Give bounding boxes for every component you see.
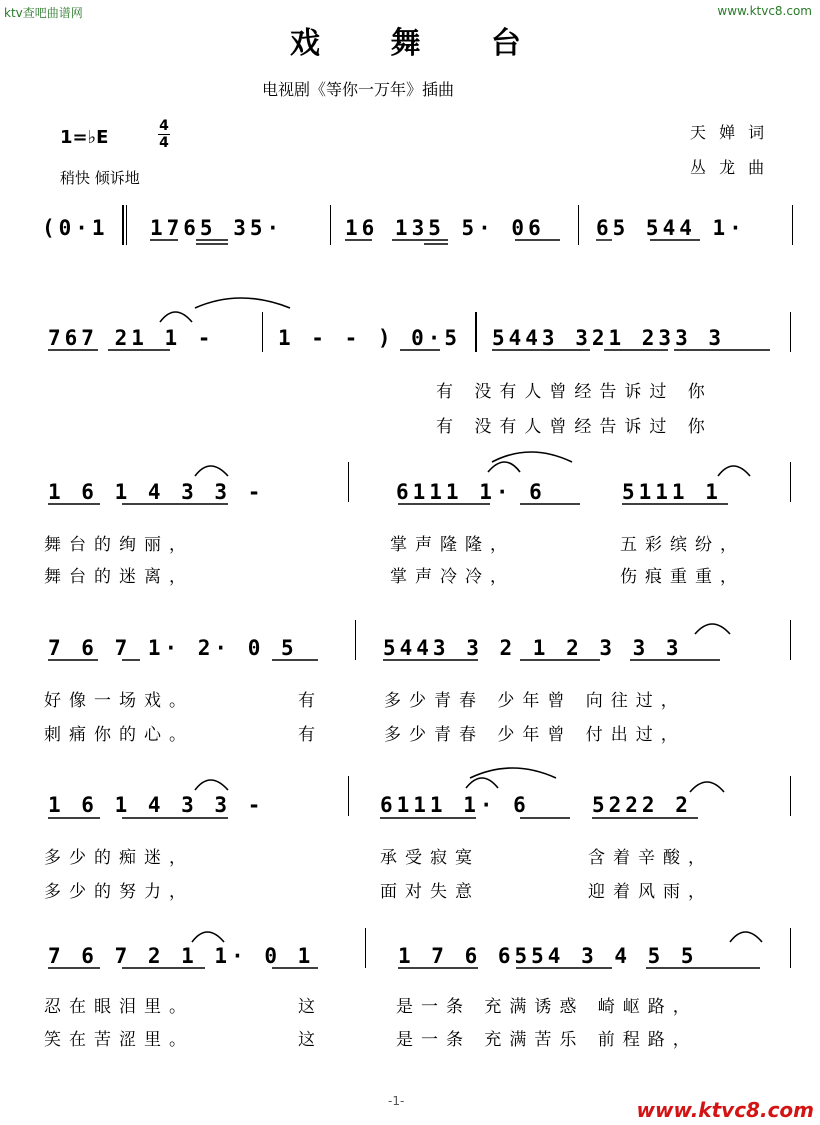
watermark-right: www.ktvc8.com	[717, 4, 812, 18]
row4-lyric1c: 多少青春 少年曾 向往过，	[384, 691, 686, 711]
composer-credit: 丛 龙 曲	[690, 158, 769, 177]
row1-measure1: (0·1	[42, 216, 109, 240]
row3-lyric2a: 舞台的迷离，	[44, 567, 194, 587]
row4-measure2: 5443 3 2 1 2 3 3 3	[383, 636, 683, 660]
time-bottom: 4	[159, 135, 169, 151]
brand-logo-text: www.ktvc8.com	[636, 1098, 814, 1122]
slur	[192, 932, 224, 942]
lyricist-credit: 天 婵 词	[690, 123, 769, 142]
row3-measure1: 1 6 1 4 3 3 -	[48, 480, 265, 504]
row4-lyric2c: 多少青春 少年曾 付出过，	[384, 725, 686, 745]
row2-lyric2: 有 没有人曾经告诉过 你	[436, 417, 713, 437]
tie	[470, 768, 556, 778]
row6-lyric1b: 这	[298, 997, 323, 1017]
row5-lyric1a: 多少的痴迷，	[44, 848, 194, 868]
row5-lyric1c: 含着辛酸，	[588, 848, 713, 868]
time-top: 4	[159, 118, 169, 134]
row3-measure3: 5111 1	[622, 480, 722, 504]
row5-measure2: 6111 1· 6	[380, 793, 530, 817]
row5-measure1: 1 6 1 4 3 3 -	[48, 793, 265, 817]
watermark-left: ktv查吧曲谱网	[4, 6, 83, 20]
slur	[466, 778, 498, 788]
row3-lyric1b: 掌声隆隆，	[390, 535, 515, 555]
row2-measure3: 5443 321 233 3	[492, 326, 726, 350]
row3-lyric1c: 五彩缤纷，	[620, 535, 745, 555]
tie	[492, 452, 572, 462]
key-signature: 1=♭E	[60, 127, 109, 148]
page-number: -1-	[388, 1094, 405, 1108]
row4-measure1: 7 6 7 1· 2· 0 5	[48, 636, 298, 660]
song-title: 戏 舞 台	[290, 26, 551, 61]
row4-lyric2b: 有	[298, 725, 323, 745]
row5-lyric2a: 多少的努力，	[44, 882, 194, 902]
row6-lyric2a: 笑在苦涩里。	[44, 1030, 194, 1050]
slur	[488, 462, 520, 472]
slur	[718, 466, 750, 476]
row1-measure4: 65 544 1·	[596, 216, 746, 240]
row3-lyric1a: 舞台的绚丽，	[44, 535, 194, 555]
row2-measure2: 1 - - ) 0·5	[278, 326, 462, 350]
row5-measure3: 5222 2	[592, 793, 692, 817]
slur	[730, 932, 762, 942]
row6-lyric2b: 这	[298, 1030, 323, 1050]
row6-lyric1c: 是一条 充满诱惑 崎岖路，	[396, 997, 698, 1017]
row6-measure2: 1 7 6 6554 3 4 5 5	[398, 944, 698, 968]
slur	[195, 466, 228, 476]
row2-measure1: 767 21 1 -	[48, 326, 215, 350]
row4-lyric2a: 刺痛你的心。	[44, 725, 194, 745]
row4-lyric1a: 好像一场戏。	[44, 691, 194, 711]
slur	[195, 780, 228, 790]
row3-measure2: 6111 1· 6	[396, 480, 546, 504]
tempo-marking: 稍快 倾诉地	[60, 169, 140, 187]
row6-measure1: 7 6 7 2 1 1· 0 1	[48, 944, 315, 968]
row2-lyric1: 有 没有人曾经告诉过 你	[436, 382, 713, 402]
row3-lyric2b: 掌声冷冷，	[390, 567, 515, 587]
row5-lyric2c: 迎着风雨，	[588, 882, 713, 902]
row3-lyric2c: 伤痕重重，	[620, 567, 745, 587]
row1-measure2: 1765 35·	[150, 216, 284, 240]
row5-lyric1b: 承受寂寞	[380, 848, 480, 868]
subtitle: 电视剧《等你一万年》插曲	[262, 80, 455, 99]
row6-lyric2c: 是一条 充满苦乐 前程路，	[396, 1030, 698, 1050]
slur	[690, 782, 724, 792]
tie	[195, 298, 290, 308]
row6-lyric1a: 忍在眼泪里。	[44, 997, 194, 1017]
slur	[160, 312, 192, 322]
row1-measure3: 16 135 5· 06	[345, 216, 545, 240]
row5-lyric2b: 面对失意	[380, 882, 480, 902]
slur	[695, 624, 730, 634]
row4-lyric1b: 有	[298, 691, 323, 711]
